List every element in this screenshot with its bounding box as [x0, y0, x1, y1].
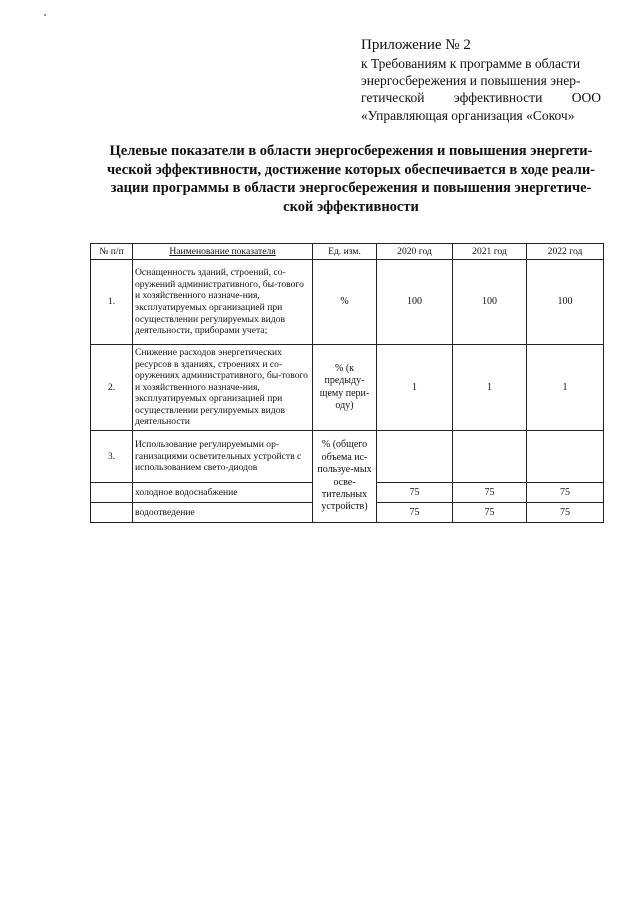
unit-cell: % (к предыду-щему пери-оду): [313, 345, 377, 431]
annex-line-3: гетической эффективности ООО: [361, 90, 601, 106]
heading-line-4: ской эффективности: [283, 198, 419, 215]
value-2020: 1: [377, 345, 453, 431]
value-2022: 1: [527, 345, 604, 431]
document-heading: [96, 142, 606, 216]
header-2020: 2020 год: [377, 244, 453, 260]
value-2022: 100: [527, 260, 604, 345]
header-num: № п/п: [91, 244, 133, 260]
unit-cell: %: [313, 260, 377, 345]
indicator-name: [133, 431, 313, 483]
annex-line-2: энергосбережения и повышения энер-: [361, 73, 581, 89]
indicator-name-text: Оснащенность зданий, строений, со-оружений административного, бы-тового и хозяйственного назначе-ния, эксплуатируемых организацией при осуществлении регулируемых видов деятельности, приборами учета;: [135, 267, 304, 337]
header-name: Наименование показателя: [133, 244, 313, 260]
row-number: [91, 503, 133, 523]
indicator-name-text: Снижение расходов энергетических ресурсов в зданиях, строениях и со-оружениях административного, бы-тового и хозяйственного назначе-ния, эксплуатируемых организацией при осуществлении регулируемых видов деятельности: [135, 346, 308, 428]
value-2022: 75: [527, 483, 604, 503]
table-row: [91, 260, 604, 345]
annex-title: Приложение № 2: [361, 37, 471, 53]
header-unit: Ед. изм.: [313, 244, 377, 260]
row-number: [91, 483, 133, 503]
indicator-name: [133, 260, 313, 345]
value-2020: 100: [377, 260, 453, 345]
row-number: 2.: [91, 345, 133, 431]
value-2021: 75: [453, 503, 527, 523]
header-2021: 2021 год: [453, 244, 527, 260]
value-2021: 75: [453, 483, 527, 503]
value-2021: 1: [453, 345, 527, 431]
value-2022: 75: [527, 503, 604, 523]
indicator-name: [133, 345, 313, 431]
indicator-name-text: холодное водоснабжение: [135, 486, 238, 498]
annex-line-4: «Управляющая организация «Сокоч»: [361, 107, 575, 123]
value-2021: [453, 431, 527, 483]
value-2020: [377, 431, 453, 483]
table-header-row: [91, 244, 604, 260]
value-2022: [527, 431, 604, 483]
value-2020: 75: [377, 503, 453, 523]
annex-line-1: к Требованиям к программе в области: [361, 56, 581, 71]
heading-line-1: Целевые показатели в области энергосбережения и повышения энергети-: [109, 143, 593, 159]
table-row: [91, 345, 604, 431]
indicator-name-text: Использование регулируемыми ор-ганизациями осветительных устройств с использованием свето-диодов: [135, 439, 302, 474]
annex-header: [361, 36, 601, 124]
row-number: 1.: [91, 260, 133, 345]
indicator-name: [133, 503, 313, 523]
table-row: [91, 431, 604, 483]
scan-dot: [44, 14, 46, 16]
row-number: 3.: [91, 431, 133, 483]
value-2021: 100: [453, 260, 527, 345]
indicator-name: [133, 483, 313, 503]
indicators-table: [90, 243, 604, 523]
heading-line-2: ческой эффективности, достижение которых обеспечивается в ходе реали-: [106, 161, 596, 178]
value-2020: 75: [377, 483, 453, 503]
heading-line-3: зации программы в области энергосбережения и повышения энергетиче-: [110, 180, 592, 197]
header-2022: 2022 год: [527, 244, 604, 260]
unit-cell: % (общего объема ис-пользуе-мых осве-тительных устройств): [313, 431, 377, 523]
indicator-name-text: водоотведение: [135, 506, 195, 518]
